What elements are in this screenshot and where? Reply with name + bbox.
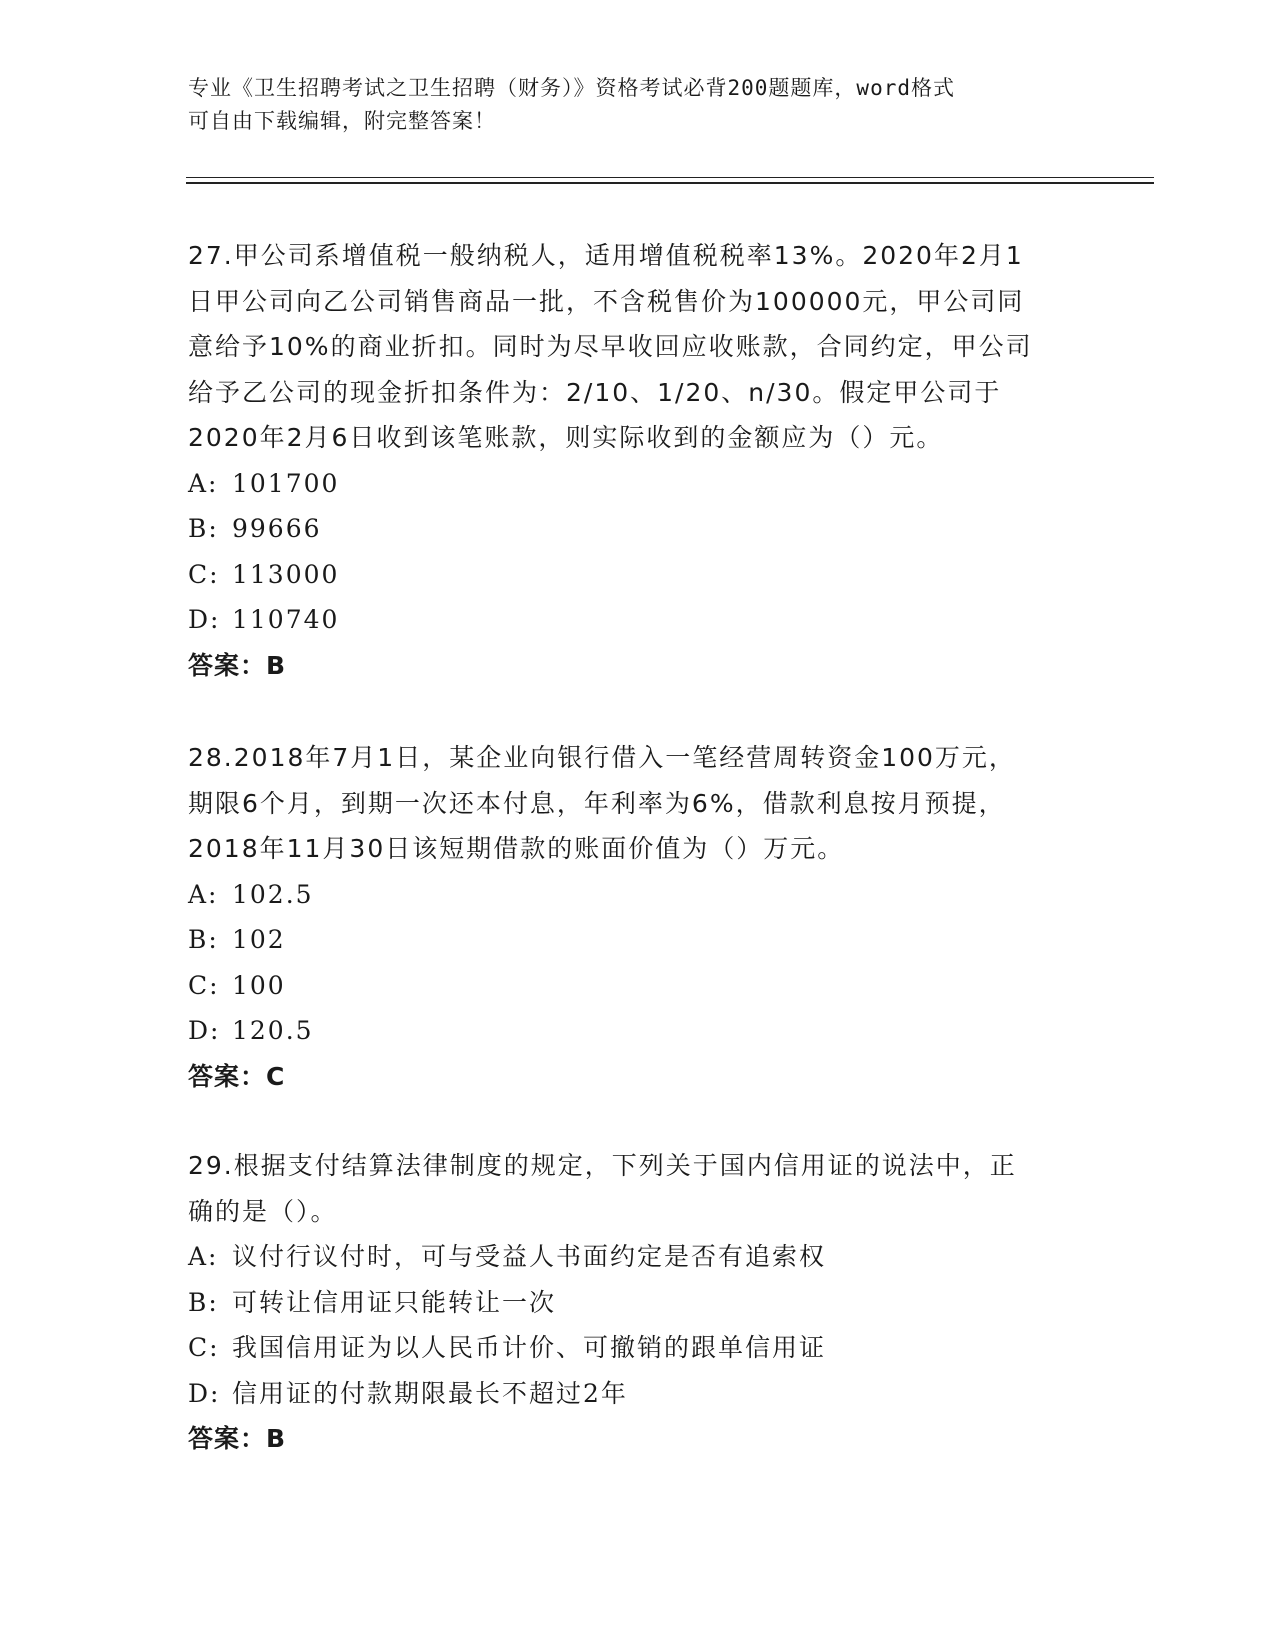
question-stem-line: 27.甲公司系增值税一般纳税人，适用增值税税率13%。2020年2月1 [188,241,1024,270]
option-letter: D: [188,605,221,634]
option-letter: C: [188,970,220,1000]
option-text: 我国信用证为以人民币计价、可撤销的跟单信用证 [232,1333,827,1362]
option-letter: B: [188,925,219,954]
question-stem-line: 意给予10%的商业折扣。同时为尽早收回应收账款，合同约定，甲公司 [188,332,1033,361]
option-text: 99666 [232,514,322,543]
option-text: 可转让信用证只能转让一次 [232,1287,557,1317]
option-text: 102 [232,925,286,954]
header-divider-thin [186,177,1154,178]
header-title-line-2: 可自由下载编辑，附完整答案！ [188,109,496,133]
header-divider-thick [186,182,1154,184]
question-27 [188,233,1088,688]
option-d [188,1008,1088,1054]
question-stem-line: 28.2018年7月1日，某企业向银行借入一笔经营周转资金100万元， [188,743,1016,772]
option-a [188,872,1088,918]
option-c [188,552,1088,598]
option-letter: A: [188,879,219,909]
option-letter: D: [188,1378,221,1408]
option-text: 信用证的付款期限最长不超过2年 [232,1378,628,1408]
question-stem-line: 确的是（）。 [188,1196,338,1226]
header-title-line-1: 专业《卫生招聘考试之卫生招聘（财务）》资格考试必背200题题库，word格式 [188,76,955,100]
question-stem-line: 给予乙公司的现金折扣条件为：2/10、1/20、n/30。假定甲公司于 [188,377,1002,407]
question-28 [188,735,1088,1099]
answer-label: 答案：B [188,1424,287,1453]
option-text: 议付行议付时，可与受益人书面约定是否有追索权 [232,1242,827,1271]
option-letter: D: [188,1016,221,1045]
question-stem-line: 2018年11月30日该短期借款的账面价值为（）万元。 [188,834,845,863]
option-d [188,597,1088,643]
option-text: 120.5 [232,1016,314,1045]
option-letter: A: [188,468,219,498]
option-letter: C: [188,559,220,589]
question-stem-line: 日甲公司向乙公司销售商品一批，不含税售价为100000元，甲公司同 [188,286,1025,316]
option-d [188,1371,1088,1417]
answer-label: 答案：B [188,650,287,680]
question-29 [188,1143,1088,1462]
option-c [188,1325,1088,1371]
question-stem-line: 期限6个月，到期一次还本付息，年利率为6%，借款利息按月预提， [188,788,1006,818]
answer-label: 答案：C [188,1061,286,1091]
option-text: 110740 [232,605,340,634]
option-a [188,461,1088,507]
question-stem-line: 29.根据支付结算法律制度的规定，下列关于国内信用证的说法中，正 [188,1151,1017,1180]
document-header [188,72,1068,138]
option-text: 102.5 [232,879,314,909]
option-b [188,917,1088,963]
option-letter: A: [188,1242,219,1271]
option-c [188,963,1088,1009]
option-a [188,1234,1088,1280]
option-text: 101700 [232,468,340,498]
option-letter: B: [188,1287,219,1317]
option-text: 100 [232,970,286,1000]
option-text: 113000 [232,559,340,589]
option-letter: C: [188,1333,220,1362]
option-letter: B: [188,514,219,543]
option-b [188,1280,1088,1326]
option-b [188,506,1088,552]
question-stem-line: 2020年2月6日收到该笔账款，则实际收到的金额应为（）元。 [188,423,944,452]
